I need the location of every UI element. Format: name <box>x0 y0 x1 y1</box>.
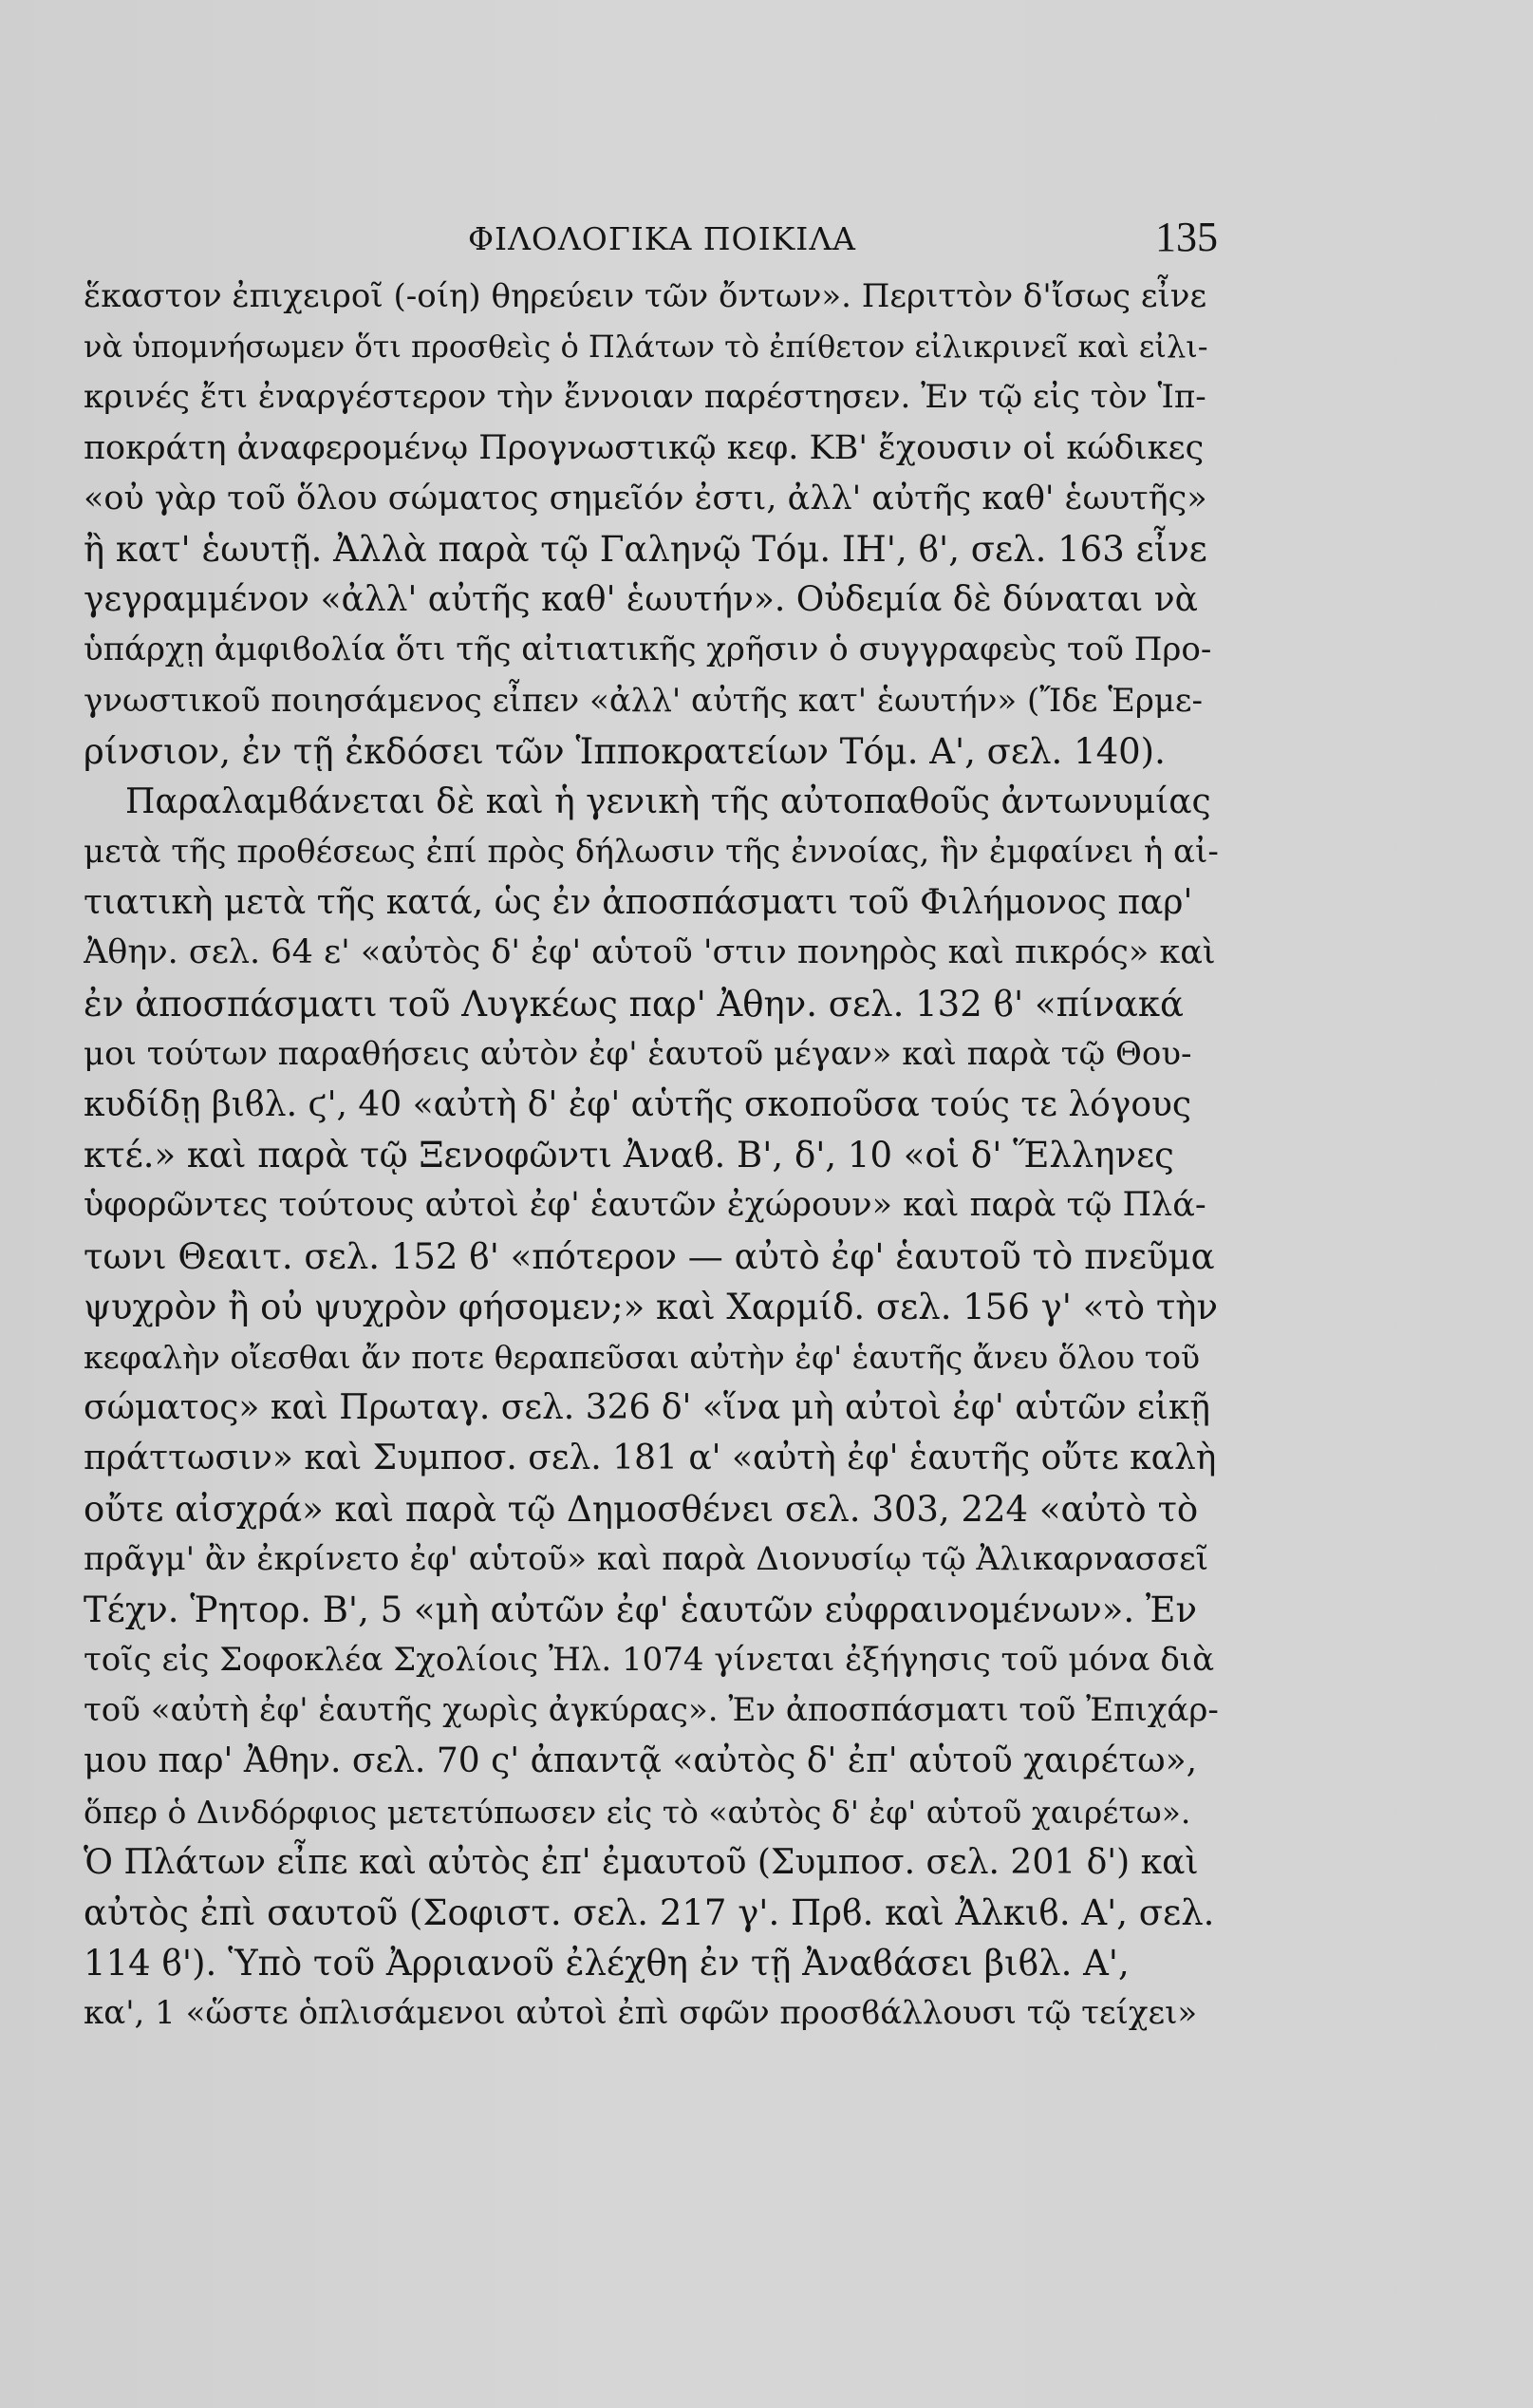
text-line: 114 ϐ'). Ὑπὸ τοῦ Ἀρριανοῦ ἐλέχθη ἐν τῇ Ἀναϐάσει βιϐλ. Α', <box>84 1943 1130 1985</box>
running-title: ΦΙΛΟΛΟΓΙΚΑ ΠΟΙΚΙΛΑ <box>468 220 856 257</box>
text-line: «οὐ γὰρ τοῦ ὅλου σώματος σημεῖόν ἐστι, ἀλλ' αὐτῆς καθ' ἑωυτῆς» <box>84 479 1207 517</box>
body-text <box>84 272 1221 2040</box>
text-line: Τέχν. Ῥητορ. Β', 5 «μὴ αὐτῶν ἐφ' ἑαυτῶν εὐφραινομένων». Ἐν <box>84 1589 1197 1630</box>
text-line: ὑπάρχῃ ἀμφιϐολία ὅτι τῆς αἰτιατικῆς χρῆσιν ὁ συγγραφεὺς τοῦ Προ- <box>84 630 1212 669</box>
text-line: τιατικὴ μετὰ τῆς κατά, ὡς ἐν ἀποσπάσματι τοῦ Φιλήμονος παρ' <box>84 883 1193 923</box>
text-line: κεφαλὴν οἴεσθαι ἄν ποτε θεραπεῦσαι αὐτὴν ἐφ' ἑαυτῆς ἄνευ ὅλου τοῦ <box>84 1338 1201 1376</box>
text-line: αὐτὸς ἐπὶ σαυτοῦ (Σοφιστ. σελ. 217 γ'. Πρϐ. καὶ Ἀλκιϐ. Α', σελ. <box>84 1892 1215 1933</box>
text-line: ποκράτη ἀναφερομένῳ Προγνωστικῷ κεφ. ΚΒ' ἔχουσιν οἱ κώδικες <box>84 428 1205 467</box>
text-line: Ὁ Πλάτων εἶπε καὶ αὐτὸς ἐπ' ἐμαυτοῦ (Συμποσ. σελ. 201 δ') καὶ <box>84 1842 1199 1882</box>
text-line: ρίνσιον, ἐν τῇ ἐκδόσει τῶν Ἱπποκρατείων Τόμ. Α', σελ. 140). <box>84 730 1166 772</box>
text-line: πρᾶγμ' ἂν ἐκρίνετο ἐφ' αὑτοῦ» καὶ παρὰ Διονυσίῳ τῷ Ἀλικαρνασσεῖ <box>84 1539 1209 1578</box>
text-line: ὑφορῶντες τούτους αὐτοὶ ἐφ' ἑαυτῶν ἐχώρουν» καὶ παρὰ τῷ Πλά- <box>84 1186 1206 1225</box>
text-line: Ἀθην. σελ. 64 ε' «αὐτὸς δ' ἐφ' αὑτοῦ 'στιν πονηρὸς καὶ πικρός» καὶ <box>84 933 1216 972</box>
text-line: ἐν ἀποσπάσματι τοῦ Λυγκέως παρ' Ἀθην. σελ. 132 ϐ' «πίνακά <box>84 983 1185 1025</box>
text-line: τωνι Θεαιτ. σελ. 152 ϐ' «πότερον — αὐτὸ ἐφ' ἑαυτοῦ τὸ πνεῦμα <box>84 1235 1215 1277</box>
paragraph-start-line: Παραλαμϐάνεται δὲ καὶ ἡ γενικὴ τῆς αὐτοπαθοῦς ἀντωνυμίας <box>125 781 1211 821</box>
text-line: τοῦ «αὐτὴ ἐφ' ἑαυτῆς χωρὶς ἀγκύρας». Ἐν ἀποσπάσματι τοῦ Ἐπιχάρ- <box>84 1691 1219 1730</box>
text-line: οὔτε αἰσχρά» καὶ παρὰ τῷ Δημοσθένει σελ. 303, 224 «αὐτὸ τὸ <box>84 1488 1199 1530</box>
text-line: σώματος» καὶ Πρωταγ. σελ. 326 δ' «ἵνα μὴ αὐτοὶ ἐφ' αὑτῶν εἰκῇ <box>84 1388 1210 1428</box>
text-line: νὰ ὑπομνήσωμεν ὅτι προσθεὶς ὁ Πλάτων τὸ ἐπίθετον εἰλικρινεῖ καὶ εἰλι- <box>84 329 1208 366</box>
text-line: γεγραμμένον «ἀλλ' αὐτῆς καθ' ἑωυτήν». Οὐδεμία δὲ δύναται νὰ <box>84 580 1198 620</box>
text-line: κυδίδῃ βιϐλ. ϛ', 40 «αὐτὴ δ' ἐφ' αὑτῆς σκοποῦσα τούς τε λόγους <box>84 1085 1192 1124</box>
text-line: τοῖς εἰς Σοφοκλέα Σχολίοις Ἠλ. 1074 γίνεται ἐξήγησις τοῦ μόνα διὰ <box>84 1641 1215 1680</box>
text-line: ὅπερ ὁ Δινδόρφιος μετετύπωσεν εἰς τὸ «αὐτὸς δ' ἐφ' αὑτοῦ χαιρέτω». <box>84 1793 1191 1831</box>
page-header <box>84 213 1218 270</box>
text-line: κτέ.» καὶ παρὰ τῷ Ξενοφῶντι Ἀναϐ. Β', δ', 10 «οἱ δ' Ἕλληνες <box>84 1135 1174 1176</box>
text-line: μετὰ τῆς προθέσεως ἐπί πρὸς δήλωσιν τῆς ἐννοίας, ἣν ἐμφαίνει ἡ αἰ- <box>84 833 1219 872</box>
text-line: γνωστικοῦ ποιησάμενος εἶπεν «ἀλλ' αὐτῆς κατ' ἑωυτήν» (Ἴδε Ἑρμε- <box>84 681 1204 720</box>
text-line: κρινές ἔτι ἐναργέστερον τὴν ἔννοιαν παρέστησεν. Ἐν τῷ εἰς τὸν Ἱπ- <box>84 378 1206 417</box>
text-line: ἕκαστον ἐπιχειροῖ (-οίη) θηρεύειν τῶν ὄντων». Περιττὸν δ'ἴσως εἶνε <box>84 277 1207 315</box>
text-line: κα', 1 «ὥστε ὁπλισάμενοι αὐτοὶ ἐπὶ σφῶν προσϐάλλουσι τῷ τείχει» <box>84 1994 1198 2033</box>
text-line: ἢ κατ' ἑωυτῇ. Ἀλλὰ παρὰ τῷ Γαληνῷ Τόμ. ΙΗ', ϐ', σελ. 163 εἶνε <box>84 528 1207 570</box>
text-line: μοι τούτων παραθήσεις αὐτὸν ἐφ' ἑαυτοῦ μέγαν» καὶ παρὰ τῷ Θου- <box>84 1034 1192 1073</box>
text-line: μου παρ' Ἀθην. σελ. 70 ς' ἀπαντᾷ «αὐτὸς δ' ἐπ' αὑτοῦ χαιρέτω», <box>84 1741 1198 1781</box>
text-line: πράττωσιν» καὶ Συμποσ. σελ. 181 α' «αὐτὴ ἐφ' ἑαυτῆς οὔτε καλὴ <box>84 1439 1217 1478</box>
page-number: 135 <box>1155 214 1218 260</box>
text-line: ψυχρὸν ἢ οὐ ψυχρὸν φήσομεν;» καὶ Χαρμίδ. σελ. 156 γ' «τὸ τὴν <box>84 1286 1218 1327</box>
